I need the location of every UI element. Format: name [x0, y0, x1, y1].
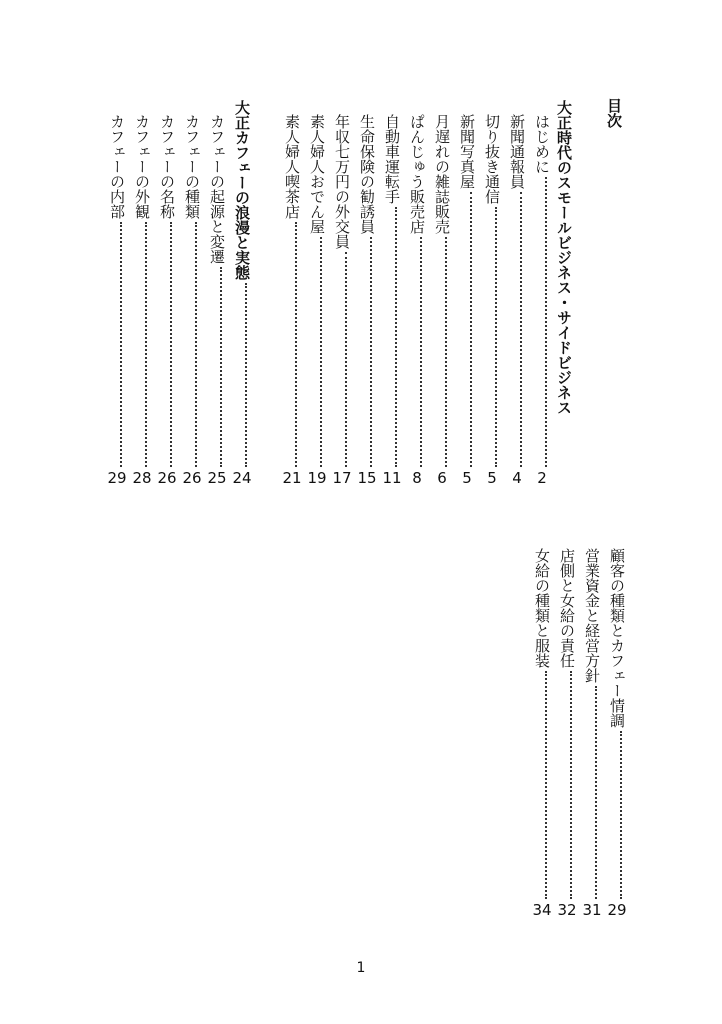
section-heading-text: 大正時代のスモールビジネス・サイドビジネス	[555, 100, 573, 415]
section-heading-text: 大正カフェーの浪漫と実態	[233, 100, 251, 280]
toc-section-heading[interactable]	[230, 100, 254, 486]
dot-leader	[520, 192, 522, 467]
entry-page: 5	[487, 469, 497, 487]
entry-title: はじめに	[533, 114, 551, 174]
dot-leader	[470, 192, 472, 467]
dot-leader	[145, 222, 147, 467]
entry-page: 21	[282, 469, 302, 487]
entry-title: ぱんじゅう販売店	[408, 114, 426, 234]
toc-entry[interactable]	[605, 548, 629, 918]
dot-leader	[370, 237, 372, 467]
entry-page: 29	[107, 469, 127, 487]
toc-entry[interactable]	[380, 114, 404, 486]
entry-page: 4	[512, 469, 522, 487]
dot-leader	[320, 237, 322, 467]
dot-leader	[595, 686, 597, 899]
entry-page: 32	[557, 901, 577, 919]
entry-title: カフェーの名称	[158, 114, 176, 219]
entry-title: 店側と女給の責任	[558, 548, 576, 668]
toc-entry[interactable]	[305, 114, 329, 486]
toc-entry[interactable]	[155, 114, 179, 486]
entry-page: 26	[157, 469, 177, 487]
toc-entry[interactable]	[580, 548, 604, 918]
entry-title: 女給の種類と服装	[533, 548, 551, 668]
toc-entry[interactable]	[280, 114, 304, 486]
dot-leader	[245, 283, 247, 467]
dot-leader	[345, 252, 347, 467]
toc-entry[interactable]	[355, 114, 379, 486]
entry-title: 営業資金と経営方針	[583, 548, 601, 683]
toc-entry[interactable]	[505, 114, 529, 486]
dot-leader	[420, 237, 422, 467]
entry-title: 生命保険の勧誘員	[358, 114, 376, 234]
toc-entry[interactable]	[430, 114, 454, 486]
toc-title: 目次	[605, 98, 623, 128]
entry-title: 新聞写真屋	[458, 114, 476, 189]
entry-page: 28	[132, 469, 152, 487]
entry-title: 素人婦人喫茶店	[283, 114, 301, 219]
entry-title: カフェーの起源と変遷	[208, 114, 226, 264]
toc-entry[interactable]	[105, 114, 129, 486]
entry-page: 31	[582, 901, 602, 919]
entry-page: 25	[207, 469, 227, 487]
dot-leader	[570, 671, 572, 899]
toc-entry[interactable]	[480, 114, 504, 486]
entry-page: 5	[462, 469, 472, 487]
entry-page: 2	[537, 469, 547, 487]
entry-page: 19	[307, 469, 327, 487]
entry-page: 29	[607, 901, 627, 919]
dot-leader	[295, 222, 297, 467]
entry-page: 6	[437, 469, 447, 487]
entry-page: 34	[532, 901, 552, 919]
entry-title: 月遅れの雑誌販売	[433, 114, 451, 234]
entry-title: カフェーの内部	[108, 114, 126, 219]
dot-leader	[170, 222, 172, 467]
toc-entry[interactable]	[405, 114, 429, 486]
dot-leader	[395, 207, 397, 467]
entry-page: 11	[382, 469, 402, 487]
dot-leader	[195, 222, 197, 467]
entry-page: 8	[412, 469, 422, 487]
toc-entry[interactable]	[530, 114, 554, 486]
entry-page: 17	[332, 469, 352, 487]
dot-leader	[545, 177, 547, 467]
entry-page: 15	[357, 469, 377, 487]
toc-entry[interactable]	[130, 114, 154, 486]
dot-leader	[545, 671, 547, 899]
entry-title: カフェーの外観	[133, 114, 151, 219]
section-page: 24	[232, 469, 252, 487]
entry-title: 新聞通報員	[508, 114, 526, 189]
dot-leader	[445, 237, 447, 467]
dot-leader	[120, 222, 122, 467]
entry-title: 顧客の種類とカフェー情調	[608, 548, 626, 728]
entry-title: 年収七万円の外交員	[333, 114, 351, 249]
entry-page: 26	[182, 469, 202, 487]
entry-title: カフェーの種類	[183, 114, 201, 219]
toc-entry[interactable]	[330, 114, 354, 486]
entry-title: 自動車運転手	[383, 114, 401, 204]
toc-entry[interactable]	[205, 114, 229, 486]
dot-leader	[620, 731, 622, 899]
toc-entry[interactable]	[555, 548, 579, 918]
toc-entry[interactable]	[455, 114, 479, 486]
page-number: 1	[356, 960, 366, 976]
dot-leader	[220, 267, 222, 467]
entry-title: 切り抜き通信	[483, 114, 501, 204]
toc-entry[interactable]	[180, 114, 204, 486]
toc-section-heading[interactable]	[556, 100, 572, 486]
dot-leader	[495, 207, 497, 467]
entry-title: 素人婦人おでん屋	[308, 114, 326, 234]
toc-entry[interactable]	[530, 548, 554, 918]
